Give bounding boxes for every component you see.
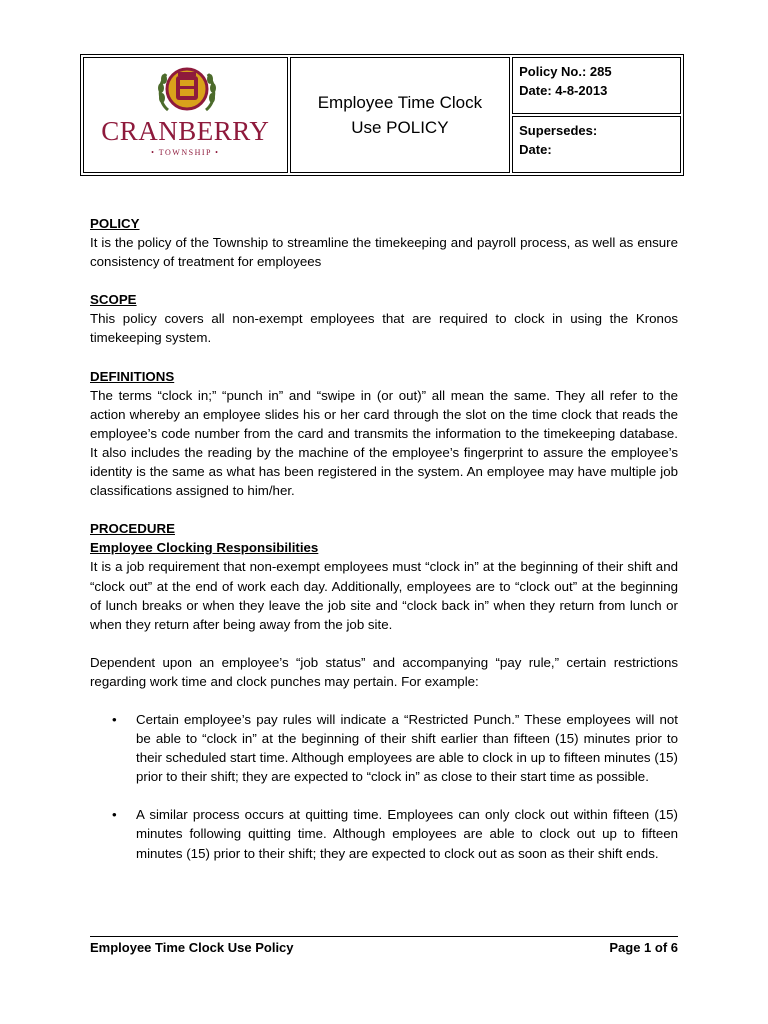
township-seal-icon [154,62,220,116]
dependent-text: Dependent upon an employee’s “job status” and accompanying “pay rule,” certain restrictions regarding work time and clock punches may pertain. For example: [90,654,678,689]
footer-divider [90,936,678,937]
bullet-icon: • [112,807,117,823]
policy-heading: POLICY [90,216,140,231]
scope-text: This policy covers all non-exempt employees that are required to clock in using the Kronos timekeeping system. [90,311,678,346]
bullet-icon: • [112,711,117,727]
definitions-text: The terms “clock in;” “punch in” and “swipe in (or out)” all mean the same. They all refer to the action whereby an employee slides his or her card through the slot on the time clock that reads the employee’s code number from the card and transmits the information to the timekeeping database. It also includes the reading by the machine of the employee’s fingerprint to assure the employee’s identity is the same as what has been registered in the system. An employee may have multiple job classifications assigned to him/her. [90,387,678,499]
logo-sub-text: • TOWNSHIP • [151,148,220,157]
list-item [90,710,678,786]
scope-heading: SCOPE [90,292,137,308]
procedure-heading: PROCEDURE [90,521,175,537]
header-table [80,54,684,176]
supersedes-date: Date: [519,142,552,157]
supersedes-box [512,116,681,173]
definitions-heading: DEFINITIONS [90,368,175,384]
policy-body [90,214,678,863]
logo-brand-text: CRANBERRY [101,116,270,146]
policy-date: Date: 4-8-2013 [519,83,608,98]
bullet-text: A similar process occurs at quitting time. Employees can only clock out within fifteen (15) minutes following quitting time. Although employees are able to clock out up to fifteen minutes (15) prior to their shift; they are expected to clock out as soon as their shift ends. [136,807,678,861]
procedure-subheading: Employee Clocking Responsibilities [90,540,319,556]
footer-title: Employee Time Clock Use Policy [90,940,294,955]
list-item [90,805,678,862]
policy-meta-box [512,57,681,114]
footer [90,940,678,955]
logo-cell [83,57,288,173]
title-line-2: Use POLICY [351,118,449,137]
supersedes-label: Supersedes: [519,123,598,138]
procedure-text: It is a job requirement that non-exempt employees must “clock in” at the beginning of their shift and “clock out” at the end of work each day. Additionally, employees are to “clock out” at the beginning of lunch breaks or when they leave the job site and “clock back in” when they return from lunch or when they return after being away from the job site. [90,559,678,632]
bullet-text: Certain employee’s pay rules will indicate a “Restricted Punch.” These employees will not be able to “clock in” at the beginning of their shift earlier than fifteen (15) minutes prior to their scheduled start time. Although employees are able to clock in up to fifteen minutes (15) prior to their shift; they are expected to “clock in” as close to their start time as possible. [136,711,678,785]
policy-number: Policy No.: 285 [519,64,612,79]
title-cell [290,57,511,173]
title-line-1: Employee Time Clock [317,93,483,112]
page-number: Page 1 of 6 [609,940,678,955]
meta-cell [512,57,681,173]
restriction-list [90,710,678,863]
policy-text: It is the policy of the Township to streamline the timekeeping and payroll process, as well as ensure consistency of treatment for employees [90,235,678,270]
